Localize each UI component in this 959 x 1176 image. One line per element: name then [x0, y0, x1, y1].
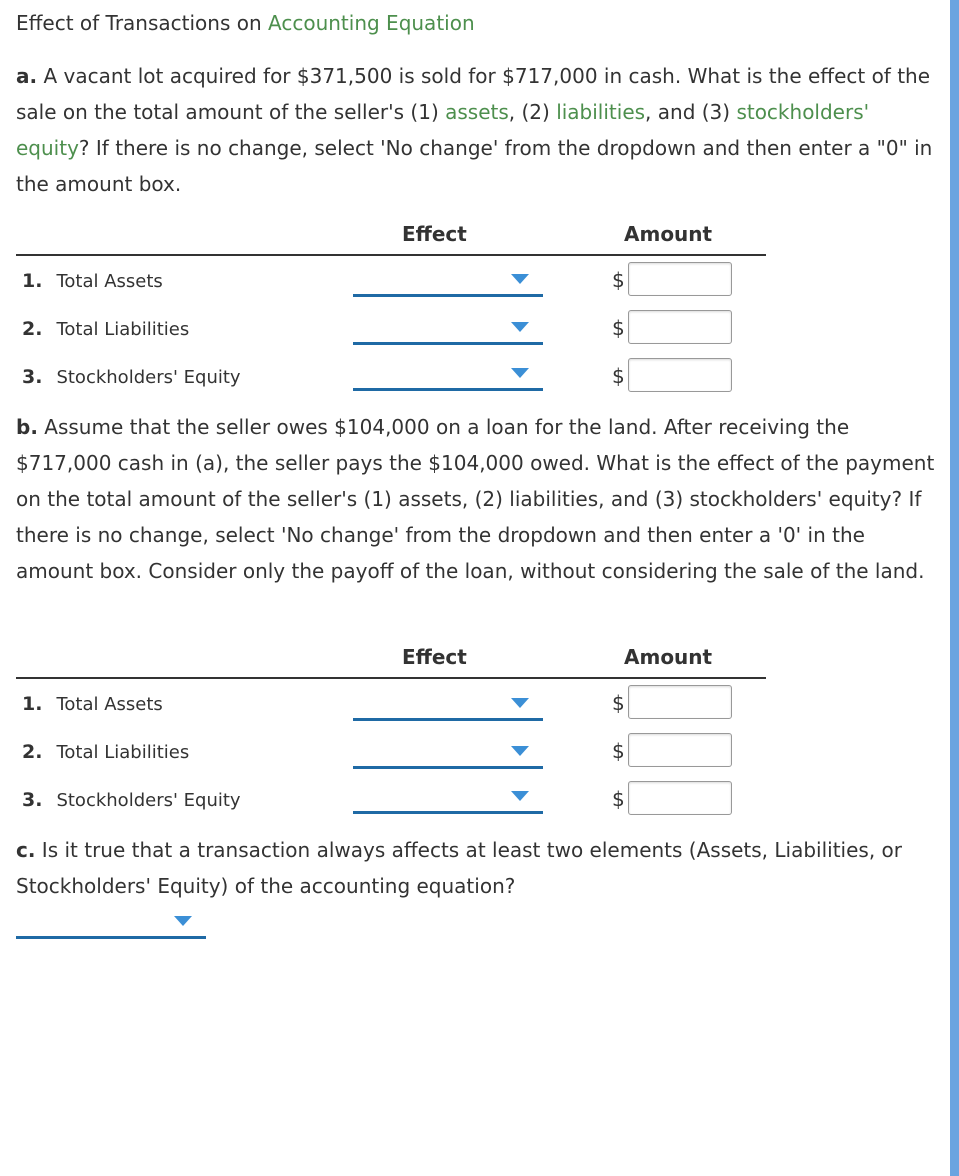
row-b-stockholders-equity: [22, 789, 241, 811]
effect-dropdown-b-liabilities[interactable]: [353, 736, 543, 769]
row-label: Total Liabilities: [56, 742, 190, 763]
row-a-total-assets: [22, 270, 163, 292]
part-a-marker: a.: [16, 64, 38, 88]
dollar-sign: $: [612, 787, 625, 811]
row-label: Stockholders' Equity: [56, 790, 241, 811]
row-b-total-assets: [22, 693, 163, 715]
dollar-sign: $: [612, 739, 625, 763]
amount-input-b-liabilities[interactable]: [628, 733, 732, 767]
part-c-marker: c.: [16, 838, 36, 862]
row-number: 2.: [22, 318, 43, 340]
liabilities-link[interactable]: liabilities: [556, 100, 646, 124]
part-c-question: [16, 832, 936, 904]
row-label: Stockholders' Equity: [56, 367, 241, 388]
part-b-question: [16, 409, 936, 589]
effect-header-a: Effect: [402, 222, 467, 246]
chevron-down-icon: [511, 322, 529, 332]
dollar-sign: $: [612, 364, 625, 388]
effect-dropdown-b-equity[interactable]: [353, 781, 543, 814]
row-number: 1.: [22, 270, 43, 292]
table-divider-b: [16, 677, 766, 679]
dollar-sign: $: [612, 691, 625, 715]
row-number: 3.: [22, 789, 43, 811]
dollar-sign: $: [612, 316, 625, 340]
row-number: 1.: [22, 693, 43, 715]
amount-header-b: Amount: [624, 645, 713, 669]
scrollbar-track[interactable]: [950, 0, 959, 1176]
title-prefix: Effect of Transactions on: [16, 11, 269, 35]
amount-input-b-equity[interactable]: [628, 781, 732, 815]
amount-input-a-equity[interactable]: [628, 358, 732, 392]
accounting-equation-link[interactable]: Accounting Equation: [268, 11, 475, 35]
chevron-down-icon: [174, 916, 192, 926]
table-divider-a: [16, 254, 766, 256]
effect-dropdown-a-liabilities[interactable]: [353, 312, 543, 345]
part-a-text-2: , (2): [508, 100, 557, 124]
assets-link[interactable]: assets: [445, 100, 509, 124]
amount-input-a-liabilities[interactable]: [628, 310, 732, 344]
effect-header-b: Effect: [402, 645, 467, 669]
chevron-down-icon: [511, 746, 529, 756]
chevron-down-icon: [511, 274, 529, 284]
amount-header-a: Amount: [624, 222, 713, 246]
row-number: 3.: [22, 366, 43, 388]
amount-input-a-assets[interactable]: [628, 262, 732, 296]
part-b-text: Assume that the seller owes $104,000 on a loan for the land. After receiving the $717,000 cash in (a), the seller pays the $104,000 owed. What is the effect of the payment on the total amount of the seller's (1) assets, (2) liabilities, and (3) stockholders' equity? If there is no change, select 'No change' from the dropdown and then enter a '0' in the amount box. Consider only the payoff of the loan, without considering the sale of the land.: [16, 415, 935, 583]
row-number: 2.: [22, 741, 43, 763]
dollar-sign: $: [612, 268, 625, 292]
row-label: Total Assets: [56, 694, 163, 715]
effect-dropdown-a-assets[interactable]: [353, 264, 543, 297]
chevron-down-icon: [511, 791, 529, 801]
effect-dropdown-b-assets[interactable]: [353, 688, 543, 721]
amount-input-b-assets[interactable]: [628, 685, 732, 719]
page-title: [16, 10, 475, 36]
stockholders-equity-link[interactable]: stockholders' equity: [16, 100, 870, 160]
part-a-question: [16, 58, 936, 202]
chevron-down-icon: [511, 368, 529, 378]
row-a-stockholders-equity: [22, 366, 241, 388]
part-c-text: Is it true that a transaction always affects at least two elements (Assets, Liabilities, or Stockholders' Equity) of the accounting equation?: [16, 838, 903, 898]
part-a-text-1: A vacant lot acquired for $371,500 is sold for $717,000 in cash. What is the effect of the sale on the total amount of the seller's (1): [16, 64, 931, 124]
effect-dropdown-a-equity[interactable]: [353, 358, 543, 391]
part-a-text-3: , and (3): [645, 100, 737, 124]
answer-dropdown-c[interactable]: [16, 906, 206, 939]
row-a-total-liabilities: [22, 318, 189, 340]
row-label: Total Liabilities: [56, 319, 190, 340]
part-a-text-4: ? If there is no change, select 'No change' from the dropdown and then enter a "0" in the amount box.: [16, 136, 933, 196]
part-b-marker: b.: [16, 415, 38, 439]
row-label: Total Assets: [56, 271, 163, 292]
row-b-total-liabilities: [22, 741, 189, 763]
chevron-down-icon: [511, 698, 529, 708]
